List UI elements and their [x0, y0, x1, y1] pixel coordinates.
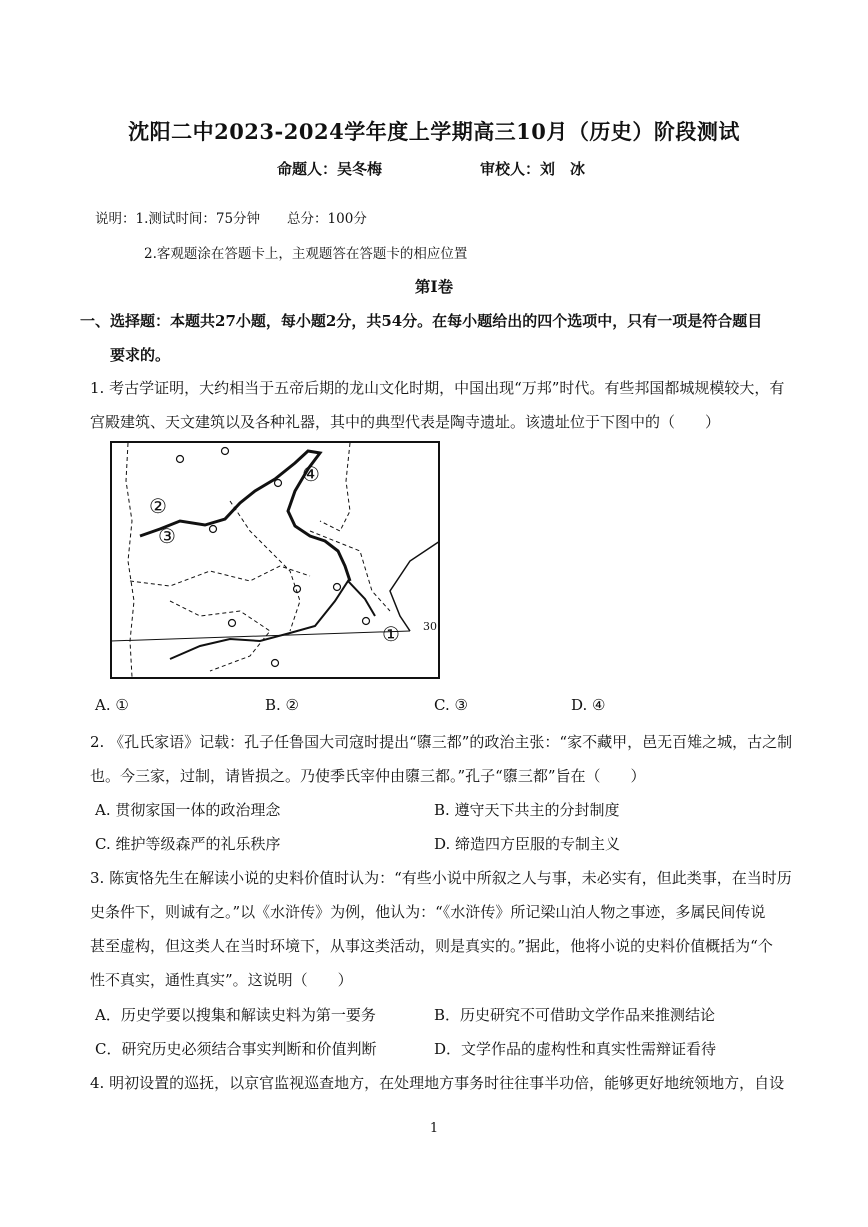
q2-option-b[interactable]: B. 遵守天下共主的分封制度	[434, 801, 620, 819]
page-number: 1	[429, 1121, 439, 1136]
question-2-line-1: 2. 《孔氏家语》记载：孔子任鲁国大司寇时提出“隳三都”的政治主张：“家不藏甲，邑无百雉之城，古之制	[90, 733, 793, 751]
reviewer: 审校人：刘 冰	[480, 160, 586, 178]
page-title: 沈阳二中2023-2024学年度上学期高三10月（历史）阶段测试	[128, 119, 740, 144]
q1-option-b[interactable]: B. ②	[265, 696, 300, 714]
q3-option-d[interactable]: D．文学作品的虚构性和真实性需辩证看待	[434, 1040, 717, 1058]
question-3-line-2: 史条件下，则诚有之。”以《水浒传》为例，他认为：“《水浒传》所记梁山泊人物之事迹，多属民间传说	[90, 903, 766, 921]
question-2-line-2: 也。今三家，过制，请皆损之。乃使季氏宰仲由隳三都。”孔子“隳三都”旨在（ ）	[90, 767, 646, 785]
q3-option-a[interactable]: A．历史学要以搜集和解读史料为第一要务	[95, 1006, 376, 1024]
note-line-2: 2.客观题涂在答题卡上，主观题答在答题卡的相应位置	[144, 246, 468, 262]
q2-option-a[interactable]: A. 贯彻家国一体的政治理念	[95, 801, 281, 819]
question-3-line-4: 性不真实，通性真实”。这说明（ ）	[90, 971, 353, 989]
q1-option-c[interactable]: C. ③	[434, 696, 468, 714]
q1-option-a[interactable]: A. ①	[95, 696, 129, 714]
question-4-line-1: 4. 明初设置的巡抚，以京官监视巡查地方，在处理地方事务时往往事半功倍，能够更好地统领地方，自设	[90, 1074, 785, 1092]
question-1-line-2: 宫殿建筑、天文建筑以及各种礼器，其中的典型代表是陶寺遗址。该遗址位于下图中的（ ）	[90, 413, 721, 431]
q3-option-b[interactable]: B．历史研究不可借助文学作品来推测结论	[434, 1006, 716, 1024]
section-heading: 一、选择题：本题共27小题，每小题2分，共54分。在每小题给出的四个选项中，只有一项是符合题目	[80, 312, 763, 330]
q1-option-d[interactable]: D. ④	[571, 696, 606, 714]
q3-option-c[interactable]: C．研究历史必须结合事实判断和价值判断	[95, 1040, 377, 1058]
note-line-1: 说明：1.测试时间：75分钟 总分：100分	[95, 211, 367, 227]
q2-option-c[interactable]: C. 维护等级森严的礼乐秩序	[95, 835, 281, 853]
map-label-1: ①	[382, 622, 400, 646]
q2-option-d[interactable]: D. 缔造四方臣服的专制主义	[434, 835, 621, 853]
author: 命题人：吴冬梅	[277, 160, 383, 178]
map-label-3: ③	[158, 524, 176, 548]
map-latitude-label: 30	[423, 620, 437, 633]
question-1-line-1: 1. 考古学证明，大约相当于五帝后期的龙山文化时期，中国出现“万邦”时代。有些邦国都城规模较大，有	[90, 379, 785, 397]
question-3-line-3: 甚至虚构，但这类人在当时环境下，从事这类活动，则是真实的。”据此，他将小说的史料价值概括为“个	[90, 937, 773, 955]
section-heading-cont: 要求的。	[110, 346, 171, 364]
map-label-2: ②	[149, 494, 167, 518]
map-label-4: ④	[302, 462, 320, 486]
question-3-line-1: 3. 陈寅恪先生在解读小说的史料价值时认为：“有些小说中所叙之人与事，未必实有，但此类事，在当时历	[90, 869, 792, 887]
historical-map	[110, 441, 440, 679]
volume-heading: 第Ⅰ卷	[414, 277, 454, 296]
